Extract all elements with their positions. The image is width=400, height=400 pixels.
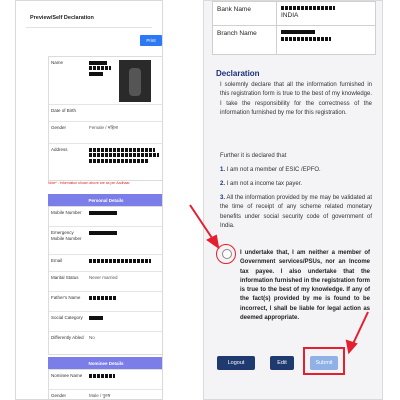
nominee-table: [48, 369, 163, 400]
point-3-text: All the information provided by me may be validated at the time of receipt of any scheme related monetary benefits under social security code of government of India.: [220, 195, 372, 229]
table-row: [49, 207, 163, 227]
table-row: [49, 292, 163, 312]
marital-label: Marital Status: [51, 275, 79, 280]
mobile-value: [87, 207, 163, 226]
marital-value: Never married: [89, 275, 118, 280]
emergency-value: [87, 227, 163, 254]
highlight-box: [303, 347, 345, 375]
social-value: [87, 312, 163, 331]
personal-details-header: Personal Details: [48, 194, 163, 206]
point-1-number: 1.: [220, 167, 226, 173]
gender-label: Gender: [51, 125, 67, 130]
table-row: [213, 26, 375, 54]
table-row: [49, 105, 163, 122]
further-text: Further it is declared that: [220, 153, 287, 159]
nominee-gender-label: Gender: [51, 393, 67, 398]
declaration-panel: [203, 0, 383, 400]
differently-label: Differently Abled: [51, 335, 84, 340]
table-row: [213, 2, 375, 26]
bank-name-text: INDIA: [281, 12, 299, 19]
email-label: Email: [51, 258, 63, 263]
submit-button[interactable]: Submit: [310, 356, 338, 370]
table-row: [49, 370, 163, 390]
undertaking-text: I undertake that, I am neither a member of Government services/PSUs, nor an Income tax payee. I also undertake that the information furnished in the registration form is true to the best of my knowledge. If any of the fact(s) provided by me is found to be incorrect, I shall be liable for legal action as deemed appropriate.: [240, 250, 370, 322]
table-row: [49, 390, 163, 400]
table-row: [49, 272, 163, 292]
highlight-circle: [216, 244, 236, 264]
preview-panel: [15, 0, 163, 400]
table-row: [49, 227, 163, 255]
table-row: [49, 122, 163, 144]
nominee-details-header: Nominee Details: [48, 357, 163, 369]
social-label: Social Category: [51, 315, 83, 320]
dob-value: [87, 105, 163, 121]
bank-table: [212, 1, 376, 55]
nominee-gender-value: Male / पुरुष: [89, 393, 111, 398]
personal-details-table: [48, 206, 163, 355]
point-2-text: I am not a income tax payer.: [226, 181, 303, 187]
branch-name-value: [277, 26, 375, 54]
mobile-label: Mobile Number: [51, 210, 82, 215]
branch-name-label: Branch Name: [213, 26, 277, 54]
point-3: [220, 194, 372, 231]
bank-name-value: [277, 2, 375, 25]
emergency-label: Emergency Mobile Number: [51, 230, 82, 241]
address-value: [87, 144, 163, 180]
bank-name-label: Bank Name: [213, 2, 277, 25]
table-row: [49, 255, 163, 272]
name-label: Name: [51, 60, 64, 65]
divider: [26, 27, 152, 28]
edit-button[interactable]: Edit: [270, 356, 294, 370]
email-value: [87, 255, 163, 271]
aadhaar-note: Note* : Information shown above are as per Aadhaar.: [48, 181, 131, 185]
table-row: [49, 144, 163, 180]
father-label: Father's Name: [51, 295, 81, 300]
user-photo: [119, 60, 151, 102]
gender-value: Female / महिला: [89, 125, 119, 130]
point-2: [220, 180, 372, 189]
table-row: [49, 332, 163, 354]
nominee-name-value: [87, 370, 163, 389]
logout-button[interactable]: Logout: [217, 356, 255, 370]
print-button[interactable]: Print: [140, 35, 162, 46]
father-value: [87, 292, 163, 311]
declaration-intro: I solemnly declare that all the information furnished in this registration form is true to the best of my knowledge. I take the responsibility for the correctness of the information furnished by me for this registration.: [220, 82, 372, 116]
address-label: Address: [51, 147, 68, 152]
nominee-name-label: Nominee Name: [51, 373, 83, 378]
point-2-number: 2.: [220, 181, 226, 187]
dob-label: Date of Birth: [51, 108, 77, 113]
point-1: [220, 166, 372, 175]
preview-title: Preview/Self Declaration: [30, 15, 94, 21]
declaration-title: Declaration: [216, 69, 260, 78]
point-1-text: I am not a member of ESIC /EPFO.: [226, 167, 321, 173]
table-row: [49, 312, 163, 332]
point-3-number: 3.: [220, 195, 226, 201]
differently-value: No: [89, 335, 95, 340]
